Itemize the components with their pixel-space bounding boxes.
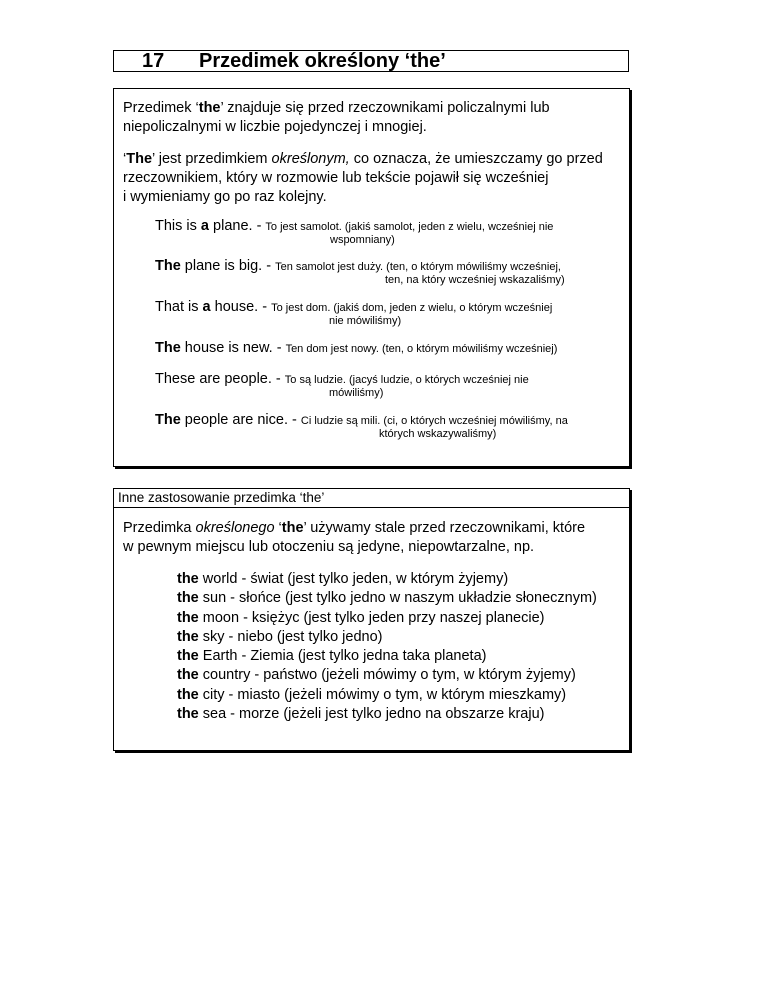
other-uses-paragraph: Przedimka określonego ‘the’ używamy stale przed rzeczownikami, które w pewnym miejscu lub otoczeniu są jedyne, niepowtarzalne, np. xyxy=(123,520,586,555)
list-item: the city - miasto (jeżeli mówimy o tym, w którym mieszkamy) xyxy=(177,686,567,703)
section-heading: Inne zastosowanie przedimka ‘the’ xyxy=(114,489,629,508)
list-item: the world - świat (jest tylko jeden, w którym żyjemy) xyxy=(177,571,509,587)
definition-box xyxy=(113,88,630,467)
page-title: Przedimek określony ‘the’ xyxy=(199,50,446,72)
example-sentence: This is a plane. - To jest samolot. (jakiś samolot, jeden z wielu, wcześniej nie wspomniany) xyxy=(155,218,554,246)
list-item: the country - państwo (jeżeli mówimy o tym, w którym żyjemy) xyxy=(177,667,576,684)
example-sentence: The house is new. - Ten dom jest nowy. (ten, o którym mówiliśmy wcześniej) xyxy=(155,340,558,356)
example-sentence: The people are nice. - Ci ludzie są mili. (ci, o których wcześniej mówiliśmy, na których wskazywaliśmy) xyxy=(155,412,568,440)
example-sentence: These are people. - To są ludzie. (jacyś ludzie, o których wcześniej nie mówiliśmy) xyxy=(155,371,529,399)
example-sentence: The plane is big. - Ten samolot jest duży. (ten, o którym mówiliśmy wcześniej, ten, na który wcześniej wskazaliśmy) xyxy=(155,258,565,286)
other-uses-box xyxy=(113,488,630,751)
lesson-number: 17 xyxy=(142,50,165,72)
list-item: the sky - niebo (jest tylko jedno) xyxy=(177,628,383,645)
list-item: the Earth - Ziemia (jest tylko jedna taka planeta) xyxy=(177,648,487,665)
list-item: the sun - słońce (jest tylko jedno w naszym układzie słonecznym) xyxy=(177,590,597,607)
list-item: the moon - księżyc (jest tylko jeden przy naszej planecie) xyxy=(177,609,545,626)
list-item: the sea - morze (jeżeli jest tylko jedno na obszarze kraju) xyxy=(177,706,545,723)
definition-paragraph: ‘The’ jest przedimkiem określonym, co oznacza, że umieszczamy go przed rzeczownikiem, który w rozmowie lub tekście pojawił się wcześniej i wymieniamy go po raz kolejny. xyxy=(123,151,603,205)
examples-list xyxy=(177,570,597,724)
page-title-box xyxy=(113,50,629,72)
example-sentence: That is a house. - To jest dom. (jakiś dom, jeden z wielu, o którym wcześniej nie mówiliśmy) xyxy=(155,299,553,327)
intro-paragraph: Przedimek ‘the’ znajduje się przed rzeczownikami policzalnymi lub niepoliczalnymi w liczbie pojedynczej i mnogiej. xyxy=(123,100,550,135)
